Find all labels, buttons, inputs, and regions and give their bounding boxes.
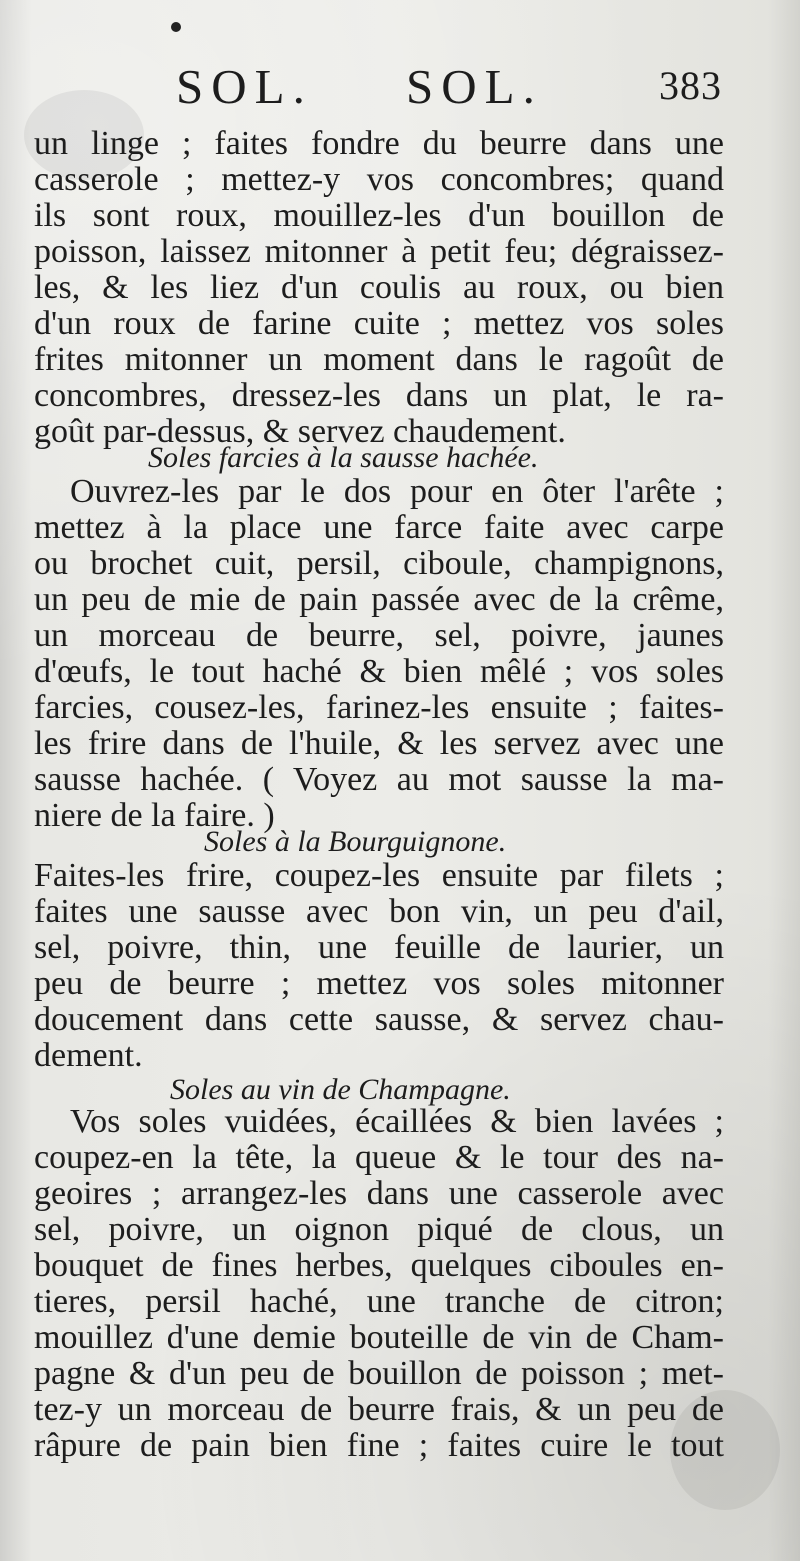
text-line: mouillez d'une demie bouteille de vin de Cham- bbox=[34, 1319, 724, 1356]
text-line: mettez à la place une farce faite avec carpe bbox=[34, 509, 724, 546]
text-line: farcies, cousez-les, farinez-les ensuite ; faites- bbox=[34, 689, 724, 726]
text-line: faites une sausse avec bon vin, un peu d'ail, bbox=[34, 893, 724, 930]
text-line: tez-y un morceau de beurre frais, & un peu de bbox=[34, 1391, 724, 1428]
section-heading: Soles farcies à la sausse hachée. bbox=[148, 441, 539, 474]
section-heading: Soles au vin de Champagne. bbox=[170, 1073, 511, 1106]
text-line: frites mitonner un moment dans le ragoût de bbox=[34, 341, 724, 378]
text-line: niere de la faire. ) bbox=[34, 797, 275, 834]
text-line: dement. bbox=[34, 1037, 143, 1074]
ink-dot bbox=[171, 22, 181, 32]
text-line: concombres, dressez-les dans un plat, le ra- bbox=[34, 377, 724, 414]
text-line: bouquet de fines herbes, quelques ciboules en- bbox=[34, 1247, 724, 1284]
text-line: sel, poivre, un oignon piqué de clous, un bbox=[34, 1211, 724, 1248]
section-heading: Soles à la Bourguignone. bbox=[204, 825, 507, 858]
text-line: geoires ; arrangez-les dans une casserole avec bbox=[34, 1175, 724, 1212]
text-line: poisson, laissez mitonner à petit feu; dégraissez- bbox=[34, 233, 724, 270]
text-block-2 bbox=[34, 474, 724, 834]
text-line: un linge ; faites fondre du beurre dans une bbox=[34, 125, 724, 162]
text-line: Ouvrez-les par le dos pour en ôter l'arête ; bbox=[70, 473, 724, 510]
text-line: ils sont roux, mouillez-les d'un bouillon de bbox=[34, 197, 724, 234]
text-line: les, & les liez d'un coulis au roux, ou bien bbox=[34, 269, 724, 306]
text-line: Faites-les frire, coupez-les ensuite par filets ; bbox=[34, 857, 724, 894]
text-line: sausse hachée. ( Voyez au mot sausse la ma- bbox=[34, 761, 724, 798]
page-number: 383 bbox=[659, 63, 722, 108]
text-block-3 bbox=[34, 858, 724, 1074]
text-line: ou brochet cuit, persil, ciboule, champignons, bbox=[34, 545, 724, 582]
text-block-1 bbox=[34, 126, 724, 450]
text-line: goût par-dessus, & servez chaudement. bbox=[34, 413, 566, 450]
text-line: peu de beurre ; mettez vos soles mitonner bbox=[34, 965, 724, 1002]
text-line: tieres, persil haché, une tranche de citron; bbox=[34, 1283, 724, 1320]
text-line: un morceau de beurre, sel, poivre, jaunes bbox=[34, 617, 724, 654]
text-line: râpure de pain bien fine ; faites cuire le tout bbox=[34, 1427, 724, 1464]
text-block-4 bbox=[34, 1104, 724, 1464]
text-line: d'œufs, le tout haché & bien mêlé ; vos soles bbox=[34, 653, 724, 690]
running-header bbox=[0, 58, 800, 128]
text-line: pagne & d'un peu de bouillon de poisson ; met- bbox=[34, 1355, 724, 1392]
text-line: sel, poivre, thin, une feuille de laurier, un bbox=[34, 929, 724, 966]
running-head-left: SOL. bbox=[176, 59, 313, 114]
text-line: un peu de mie de pain passée avec de la crême, bbox=[34, 581, 724, 618]
text-line: Vos soles vuidées, écaillées & bien lavées ; bbox=[70, 1103, 724, 1140]
text-line: coupez-en la tête, la queue & le tour des na- bbox=[34, 1139, 724, 1176]
text-line: doucement dans cette sausse, & servez chau- bbox=[34, 1001, 724, 1038]
text-line: les frire dans de l'huile, & les servez avec une bbox=[34, 725, 724, 762]
text-line: d'un roux de farine cuite ; mettez vos soles bbox=[34, 305, 724, 342]
running-head-right: SOL. bbox=[406, 59, 543, 114]
text-line: casserole ; mettez-y vos concombres; quand bbox=[34, 161, 724, 198]
